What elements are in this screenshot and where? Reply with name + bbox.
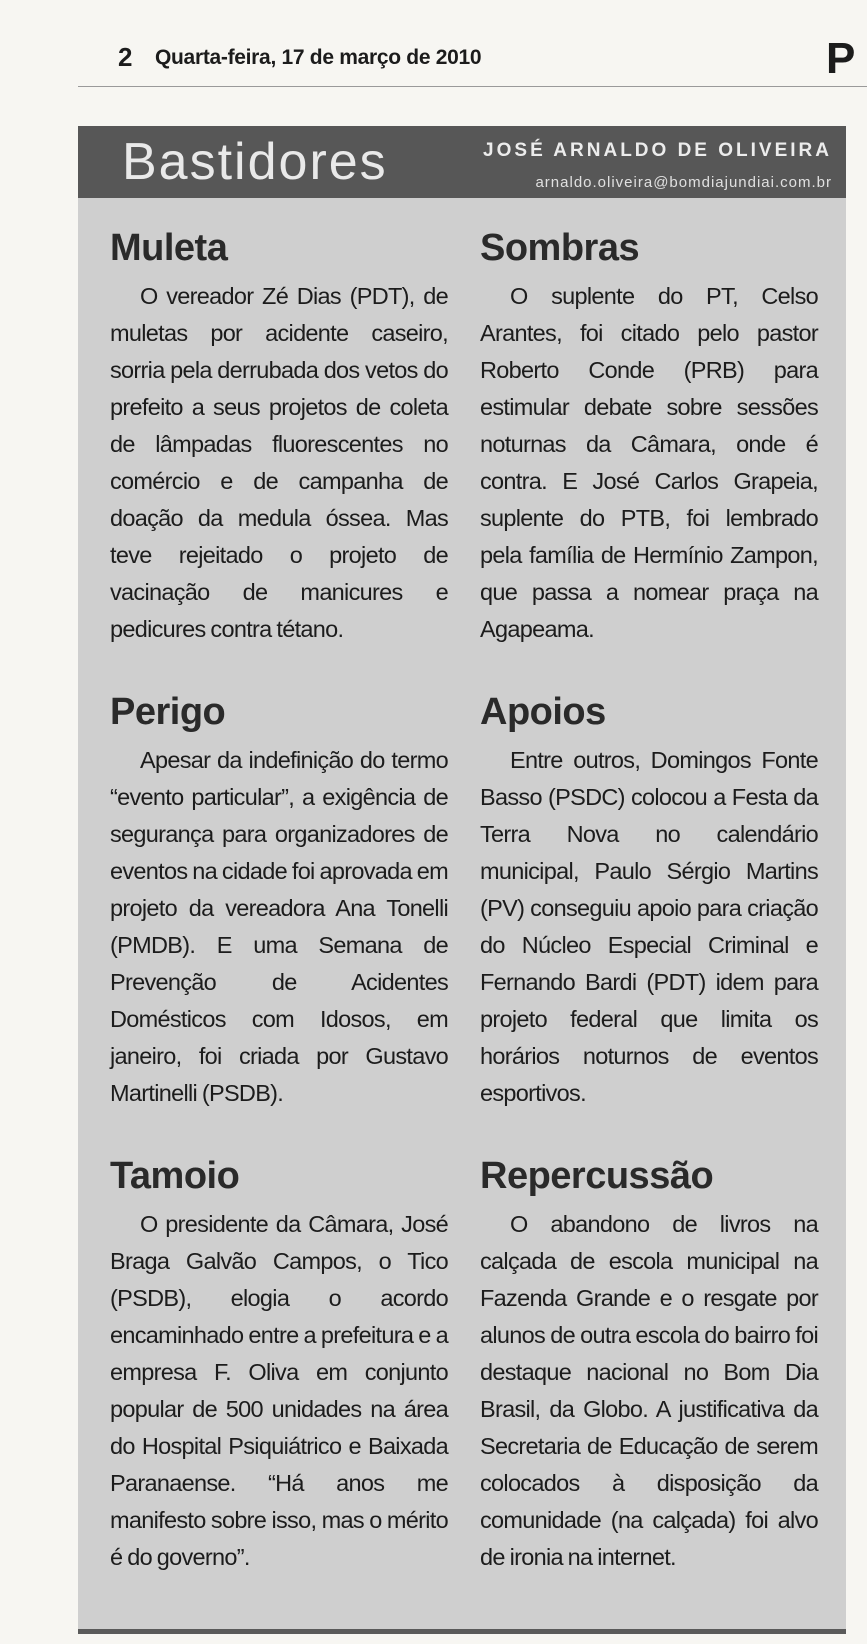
article-heading: Perigo [110, 691, 226, 733]
article-body: Entre outros, Domingos Fonte Basso (PSDC) colocou a Festa da Terra Nova no calendário municipal, Paulo Sérgio Martins (PV) conseguiu apoio para criação do Núcleo Especial Criminal e Fernando Bardi (PDT) idem para projeto federal que limita os horários noturnos de eventos esportivos. [480, 747, 818, 1106]
column-title: Bastidores [122, 133, 388, 191]
article-body: O presidente da Câmara, José Braga Galvão Campos, o Tico (PSDB), elogia o acordo encaminhado entre a prefeitura e a empresa F. Oliva em conjunto popular de 500 unidades na área do Hospital Psiquiátrico e Baixada Paranaense. “Há anos me manifesto sobre isso, mas o mérito é do governo”. [110, 1211, 448, 1570]
article-body: O suplente do PT, Celso Arantes, foi citado pelo pastor Roberto Conde (PRB) para estimular debate sobre sessões noturnas da Câmara, onde é contra. E José Carlos Grapeia, suplente do PTB, foi lembrado pela família de Hermínio Zampon, que passa a nomear praça na Agapeama. [480, 283, 818, 642]
article-body: O vereador Zé Dias (PDT), de muletas por acidente caseiro, sorria pela derrubada dos vetos do prefeito a seus projetos de coleta de lâmpadas fluorescentes no comércio e de campanha de doação da medula óssea. Mas teve rejeitado o projeto de vacinação de manicures e pedicures contra tétano. [110, 283, 448, 642]
article-apoios [480, 690, 818, 1112]
header-rule [78, 86, 867, 87]
page-number: 2 [118, 42, 133, 72]
article-repercussao [480, 1154, 818, 1576]
article-heading: Repercussão [480, 1155, 714, 1197]
left-column [110, 226, 448, 1618]
article-tamoio [110, 1154, 448, 1576]
article-perigo [110, 690, 448, 1112]
article-muleta [110, 226, 448, 648]
masthead-fragment: P [826, 34, 856, 83]
author-email: arnaldo.oliveira@bomdiajundiai.com.br [535, 174, 832, 191]
column-banner [78, 126, 846, 198]
bottom-rule [78, 1629, 846, 1634]
bastidores-column [78, 126, 846, 1634]
article-heading: Muleta [110, 227, 228, 269]
article-heading: Tamoio [110, 1155, 240, 1197]
article-heading: Sombras [480, 227, 640, 269]
author-byline: JOSÉ ARNALDO DE OLIVEIRA [483, 140, 832, 161]
article-body: O abandono de livros na calçada de escola municipal na Fazenda Grande e o resgate por alunos de outra escola do bairro foi destaque nacional no Bom Dia Brasil, da Globo. A justificativa da Secretaria de Educação de serem colocados à disposição da comunidade (na calçada) foi alvo de ironia na internet. [480, 1211, 818, 1570]
right-column [480, 226, 818, 1618]
article-body: Apesar da indefinição do termo “evento particular”, a exigência de segurança para organizadores de eventos na cidade foi aprovada em projeto da vereadora Ana Tonelli (PMDB). E uma Semana de Prevenção de Acidentes Domésticos com Idosos, em janeiro, foi criada por Gustavo Martinelli (PSDB). [110, 747, 448, 1106]
article-sombras [480, 226, 818, 648]
article-heading: Apoios [480, 691, 606, 733]
publication-date: Quarta-feira, 17 de março de 2010 [155, 46, 482, 69]
page-header [0, 0, 867, 92]
